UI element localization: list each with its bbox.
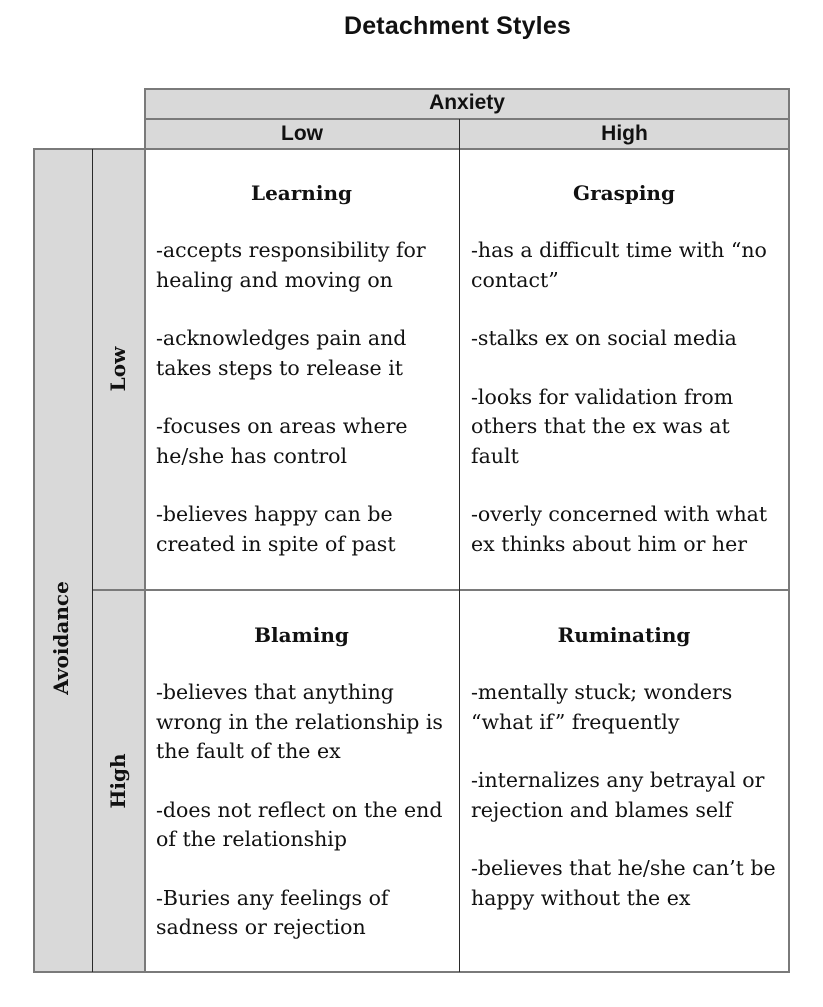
quadrant-heading: Ruminating — [557, 623, 691, 647]
quadrant-grasping — [460, 150, 789, 590]
list-item: -stalks ex on social media — [471, 326, 737, 350]
anxiety-label: Anxiety — [429, 91, 505, 114]
list-item: -believes happy can be created in spite of past — [156, 502, 396, 556]
anxiety-high-header — [460, 120, 789, 149]
list-item: -has a difficult time with “no contact” — [471, 238, 767, 292]
list-item: -accepts responsibility for healing and moving on — [156, 238, 426, 292]
border-header-bottom — [33, 148, 790, 150]
border-middle — [459, 119, 460, 972]
quadrant-heading: Learning — [251, 181, 352, 205]
anxiety-high-label: High — [601, 122, 648, 145]
quadrant-learning — [145, 150, 459, 590]
list-item: -does not reflect on the end of the relationship — [156, 797, 443, 851]
list-item: -focuses on areas where he/she has control — [156, 414, 408, 468]
avoidance-high-label: High — [106, 753, 130, 809]
border-avoidance-split — [92, 149, 93, 972]
list-item: -believes that anything wrong in the relationship is the fault of the ex — [156, 680, 443, 763]
border-left — [33, 148, 35, 973]
list-item: -mentally stuck; wonders “what if” frequently — [471, 680, 733, 734]
border-bottom — [33, 971, 790, 973]
quadrant-heading: Grasping — [573, 181, 675, 205]
quadrant-blaming — [145, 591, 459, 972]
quadrant-heading: Blaming — [254, 623, 349, 647]
list-item: -internalizes any betrayal or rejection and blames self — [471, 768, 765, 822]
quadrant-ruminating — [460, 591, 789, 972]
anxiety-low-header — [145, 120, 459, 149]
anxiety-header — [145, 89, 789, 119]
avoidance-label: Avoidance — [49, 581, 73, 695]
list-item: -overly concerned with what ex thinks about him or her — [471, 502, 768, 556]
border-row-split — [93, 589, 790, 591]
border-right — [788, 88, 790, 973]
list-item: -looks for validation from others that the ex was at fault — [471, 384, 734, 468]
anxiety-low-label: Low — [281, 122, 323, 145]
border-top — [145, 88, 790, 90]
avoidance-low-label: Low — [106, 346, 130, 392]
border-grid-left — [144, 88, 146, 973]
border-anxiety-split — [145, 118, 790, 120]
list-item: -believes that he/she can’t be happy without the ex — [471, 856, 776, 910]
list-item: -Buries any feelings of sadness or rejection — [156, 885, 389, 939]
list-item: -acknowledges pain and takes steps to release it — [156, 326, 407, 380]
page-title: Detachment Styles — [343, 12, 572, 40]
